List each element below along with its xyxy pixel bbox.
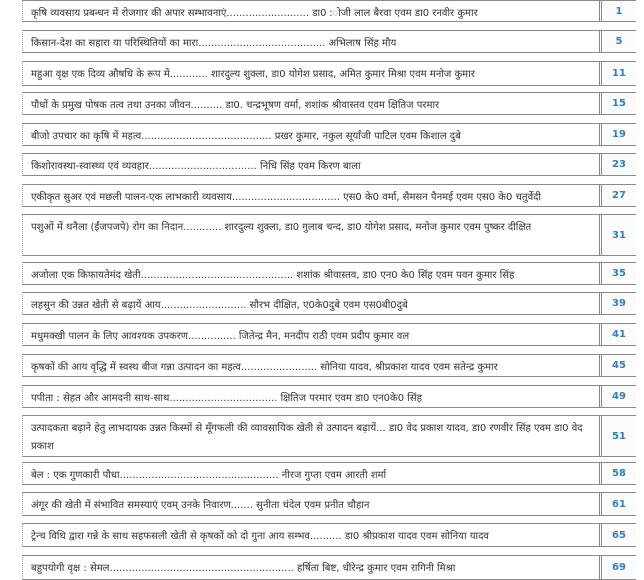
toc-row-16[interactable] [22,492,636,516]
toc-row-12[interactable] [22,354,636,377]
toc-entry-title: किशोरावस्था-स्वास्थ्य एवं व्यवहार.................................. निधि सिंह एवम किरण बाला [31,161,361,172]
toc-entry-title: बीजो उपचार का कृषि में महत्व......................................... प्रखर कुमार, नकुल सूर्यांजी पाटिल एवम किशाल दुबे [31,131,461,142]
toc-page-number[interactable]: 5 [599,31,636,52]
toc-entry-title: लहसुन की उन्नत खेती से बढ़ायें आय........................... सौरभ दीक्षित, ए0के0दुबे एवम एस0बी0दुबे [31,300,408,311]
toc-page-number[interactable]: 39 [599,293,636,314]
toc-page-number[interactable]: 35 [599,263,636,284]
toc-row-11[interactable] [22,323,636,346]
toc-page-number[interactable]: 51 [599,416,636,456]
toc-entry-title: बेल : एक गुणकारी पौधा.................................................. नीरज गुप्ता एवम आरती शर्मा [31,470,387,481]
toc-page-number[interactable]: 69 [599,556,636,579]
toc-page-number[interactable]: 61 [599,493,636,515]
toc-entry-title: पशुओं में थनैला (ईंजपजपे) रोग का निदान............ शारदुल्य शुक्ला, डा0 गुलाब चन्द, डा0 योगेश प्रसाद, मनोज कुमार एवम पुष्कर दीक्षित [31,222,532,233]
toc-page-number[interactable]: 11 [599,62,636,85]
toc-entry-title: अंगूर की खेती में संभावित समस्याएं एवम् उनके निवारण....... सुनीता चंदेल एवम प्रनीत चौहान [31,500,370,511]
toc-row-15[interactable] [22,462,636,485]
toc-row-2[interactable] [22,30,636,53]
toc-row-3[interactable] [22,61,636,86]
toc-row-4[interactable] [22,92,636,115]
toc-page-number[interactable]: 1 [599,1,636,21]
toc-page-number[interactable]: 45 [599,355,636,376]
toc-entry-title: बहुपयोगी वृक्ष : सेमल.......................................................... हर्षिता बिष्ट, धीरेन्द्र कुमार एवम रागिनी मिश्रा [31,563,456,574]
toc-page-number[interactable]: 15 [599,93,636,114]
toc-page-number[interactable]: 31 [599,215,636,255]
toc-entry-title: उत्पादकता बढ़ाने हेतु लाभदायक उन्नत किस्मों से मूँगफली की व्यावसायिक खेती से उत्पादन बढ़ायें... डा0 वेद प्रकाश यादव, डा0 रणवीर सिंह एवम डा0 वेद प्रकाश [31,423,583,452]
toc-page-number[interactable]: 23 [599,154,636,175]
toc-entry-title: ट्रेन्च विधि द्वारा गन्ने के साथ सहफसली खेती से कृषकों को दो गुना आय सम्भव.......... डा0 श्रीप्रकाश यादव एवम सोनिया यादव [31,531,489,542]
toc-row-5[interactable] [22,123,636,146]
toc-page-number[interactable]: 27 [599,185,636,206]
toc-entry-title: पपीता : सेहत और आमदनी साथ-साथ.................................. क्षितिज परमार एवम डा0 एन0के0 सिंह [31,393,422,404]
toc-entry-title: मधुमक्खी पालन के लिए आवश्यक उपकरण............... जितेन्द्र मैन, मनदीप राठी एवम प्रदीप कुमार वल [31,331,410,342]
toc-entry-title: कृषि व्यवसाय प्रबन्धन में रोजगार की अपार सम्भावनाएं.......................... डा0 :ोजी लाल बैरवा एवम डा0 रनवीर कुमार [31,8,478,19]
toc-row-13[interactable] [22,385,636,408]
toc-entry-title: अजोला एक किफायतेमंद खेती................................................ शशांक श्रीवास्तव, डा0 एन0 के0 सिंह एवम पवन कुमार सिंह [31,270,515,281]
toc-row-8[interactable] [22,214,636,256]
toc-row-17[interactable] [22,523,636,547]
toc-entry-title: किसान-देश का सहारा या परिस्थितियों का मारा........................................ अभिलाष सिंह मौय [31,38,397,49]
toc-page-number[interactable]: 41 [599,324,636,345]
toc-row-18[interactable] [22,555,636,580]
toc-row-7[interactable] [22,184,636,207]
toc-page-number[interactable]: 58 [599,463,636,484]
toc-row-6[interactable] [22,153,636,176]
toc-entry-title: महुआ वृक्ष एक दिव्य औषधि के रूप में............ शारदुल्य शुक्ला, डा0 योगेश प्रसाद, अमित कुमार मिश्रा एवम मनोज कुमार [31,69,475,80]
toc-page-number[interactable]: 65 [599,524,636,546]
toc-page-number[interactable]: 19 [599,124,636,145]
toc-row-9[interactable] [22,262,636,285]
toc-row-14[interactable] [22,415,636,457]
toc-page-number[interactable]: 49 [599,386,636,407]
toc-row-10[interactable] [22,292,636,315]
toc-entry-title: एकीकृत सुअर एवं मछली पालन-एक लाभकारी व्यवसाय.................................. एस0 के0 वर्मा, सैमसन पैनमई एवम एस0 के0 चतुर्वेदी [31,192,542,203]
toc-entry-title: कृषकों की आय वृद्धि में स्वस्थ बीज गन्ना उत्पादन का महत्व........................ सोनिया यादव, श्रीप्रकाश यादव एवम सतेन्द्र कुमार [31,362,498,373]
toc-row-1[interactable] [22,0,636,22]
toc-entry-title: पौधों के प्रमुख पोषक तत्व तथा उनका जीवन.......... डा0. चन्द्रभूषण वर्मा, शशांक श्रीवास्तव एवम क्षितिज परमार [31,100,440,111]
